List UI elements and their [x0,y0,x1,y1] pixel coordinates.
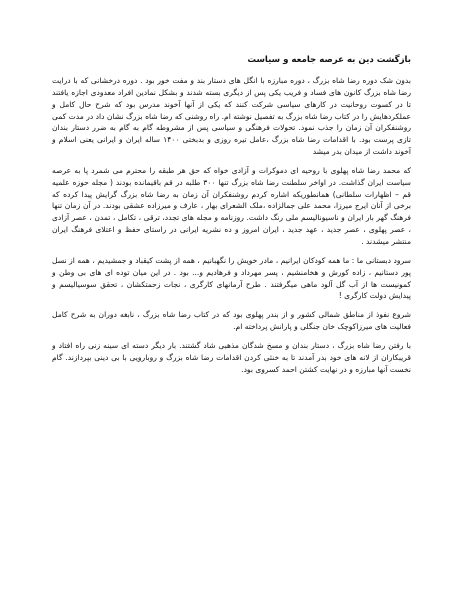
paragraph-2: که محمد رضا شاه پهلوی با روحیه ای دموکرات و آزادی خواه که حق هر طبقه را محترم می شمرد پا به عرصه سیاست ایران گذاشت. در اواخر سلطنت رضا شاه بزرگ تنها ۳۰۰ طلبه در قم باقیمانده بودند ( مجله حوزه علمیه قم – اظهارات سلطانی) همانطوریکه اشاره کردم روشنفکران آن زمان به رضا شاه بزرگ گرایش پیدا کرده که برخی از آنان ایرج میرزا، محمد علی جمالزاده ،ملک الشعرای بهار ، عارف و میرزاده عشقی بودند. در آن زمان تنها فرهنگ گهر بار ایران و ناسیونالیسم ملی رنگ داشت. روزنامه و مجله های تجدد، ترقی ، تکامل ، تمدن ، عصر آزادی ، عصر پهلوی ، عصر جدید ، عهد جدید ، ایران امروز و ده نشریه ایرانی در راستای حفظ و اعتلای فرهنگ ایران منتشر میشدند . [52,165,412,246]
paragraph-4: شروع نفوذ از مناطق شمالی کشور و از بندر پهلوی بود که در کتاب رضا شاه بزرگ ، نابغه دوران به شرح کامل فعالیت های میرزاکوچک خان جنگلی و پارانش پرداخته ام. [52,310,411,332]
paragraph-3: سرود دبستانی ما : ما همه کودکان ایرانیم ، مادر خویش را نگهبانیم ، همه از پشت کیقباد و جمشیدیم ، همه از نسل پور دستانیم ، زاده کورش و هخامنشیم ، پسر مهرداد و فرهادیم و... بود . در این میان توده ای های بی وطن و کمونیست ها از آب گل آلود ماهی میگرفتند . طرح آرمانهای کارگری ، نجات زحمتکشان ، تحقق سوسیالیسم و پیدایش دولت کارگری ! [52,255,411,301]
document-title: بازگشت دین به عرصه جامعه و سیاست [247,55,411,65]
paragraph-1: بدون شک دوره رضا شاه بزرگ ، دوره مبارزه با انگل های دستار بند و مفت خور بود . دوره درخشانی که با درایت رضا شاه بزرگ کانون های فساد و فریب یکی پس از دیگری بسته شدند و بشکل نمادین افراد معدودی اجازه یافتند تا در کسوت روحانیت در کارهای سیاسی شرکت کنند که یکی از آنها آخوند مدرس بود که شرح حال کامل و عملکردهایش را در کتاب رضا شاه بزرگ به تفصیل نوشته ام. راه روشنی که رضا شاه بزرگ نشان داد در مدت کمی روشنفکران آن زمان را جذب نمود. تحولات فرهنگی و سیاسی پس از مشروطه گام به گام به ضرر دستار بندان تازی پرست بود. با اقدامات رضا شاه بزرگ ،عامل تیره روزی و بدبختی ۱۴۰۰ ساله ایران و ایرانی یعنی اسلام و آخوند داشت از میدان بدر میشد [52,76,411,157]
paragraph-5: با رفتن رضا شاه بزرگ ، دستار بندان و مسخ شدگان مذهبی شاد گشتند. بار دیگر دسته ای سینه زنی راه افتاد و قریبکاران از لانه های خود بدر آمدند تا به خنثی کردن اقدامات رضا شاه بزرگ و روبارویی با بی دینی بپردازند. گام نخست آنها مبارزه و در نهایت کشتن احمد کسروی بود. [52,340,411,374]
